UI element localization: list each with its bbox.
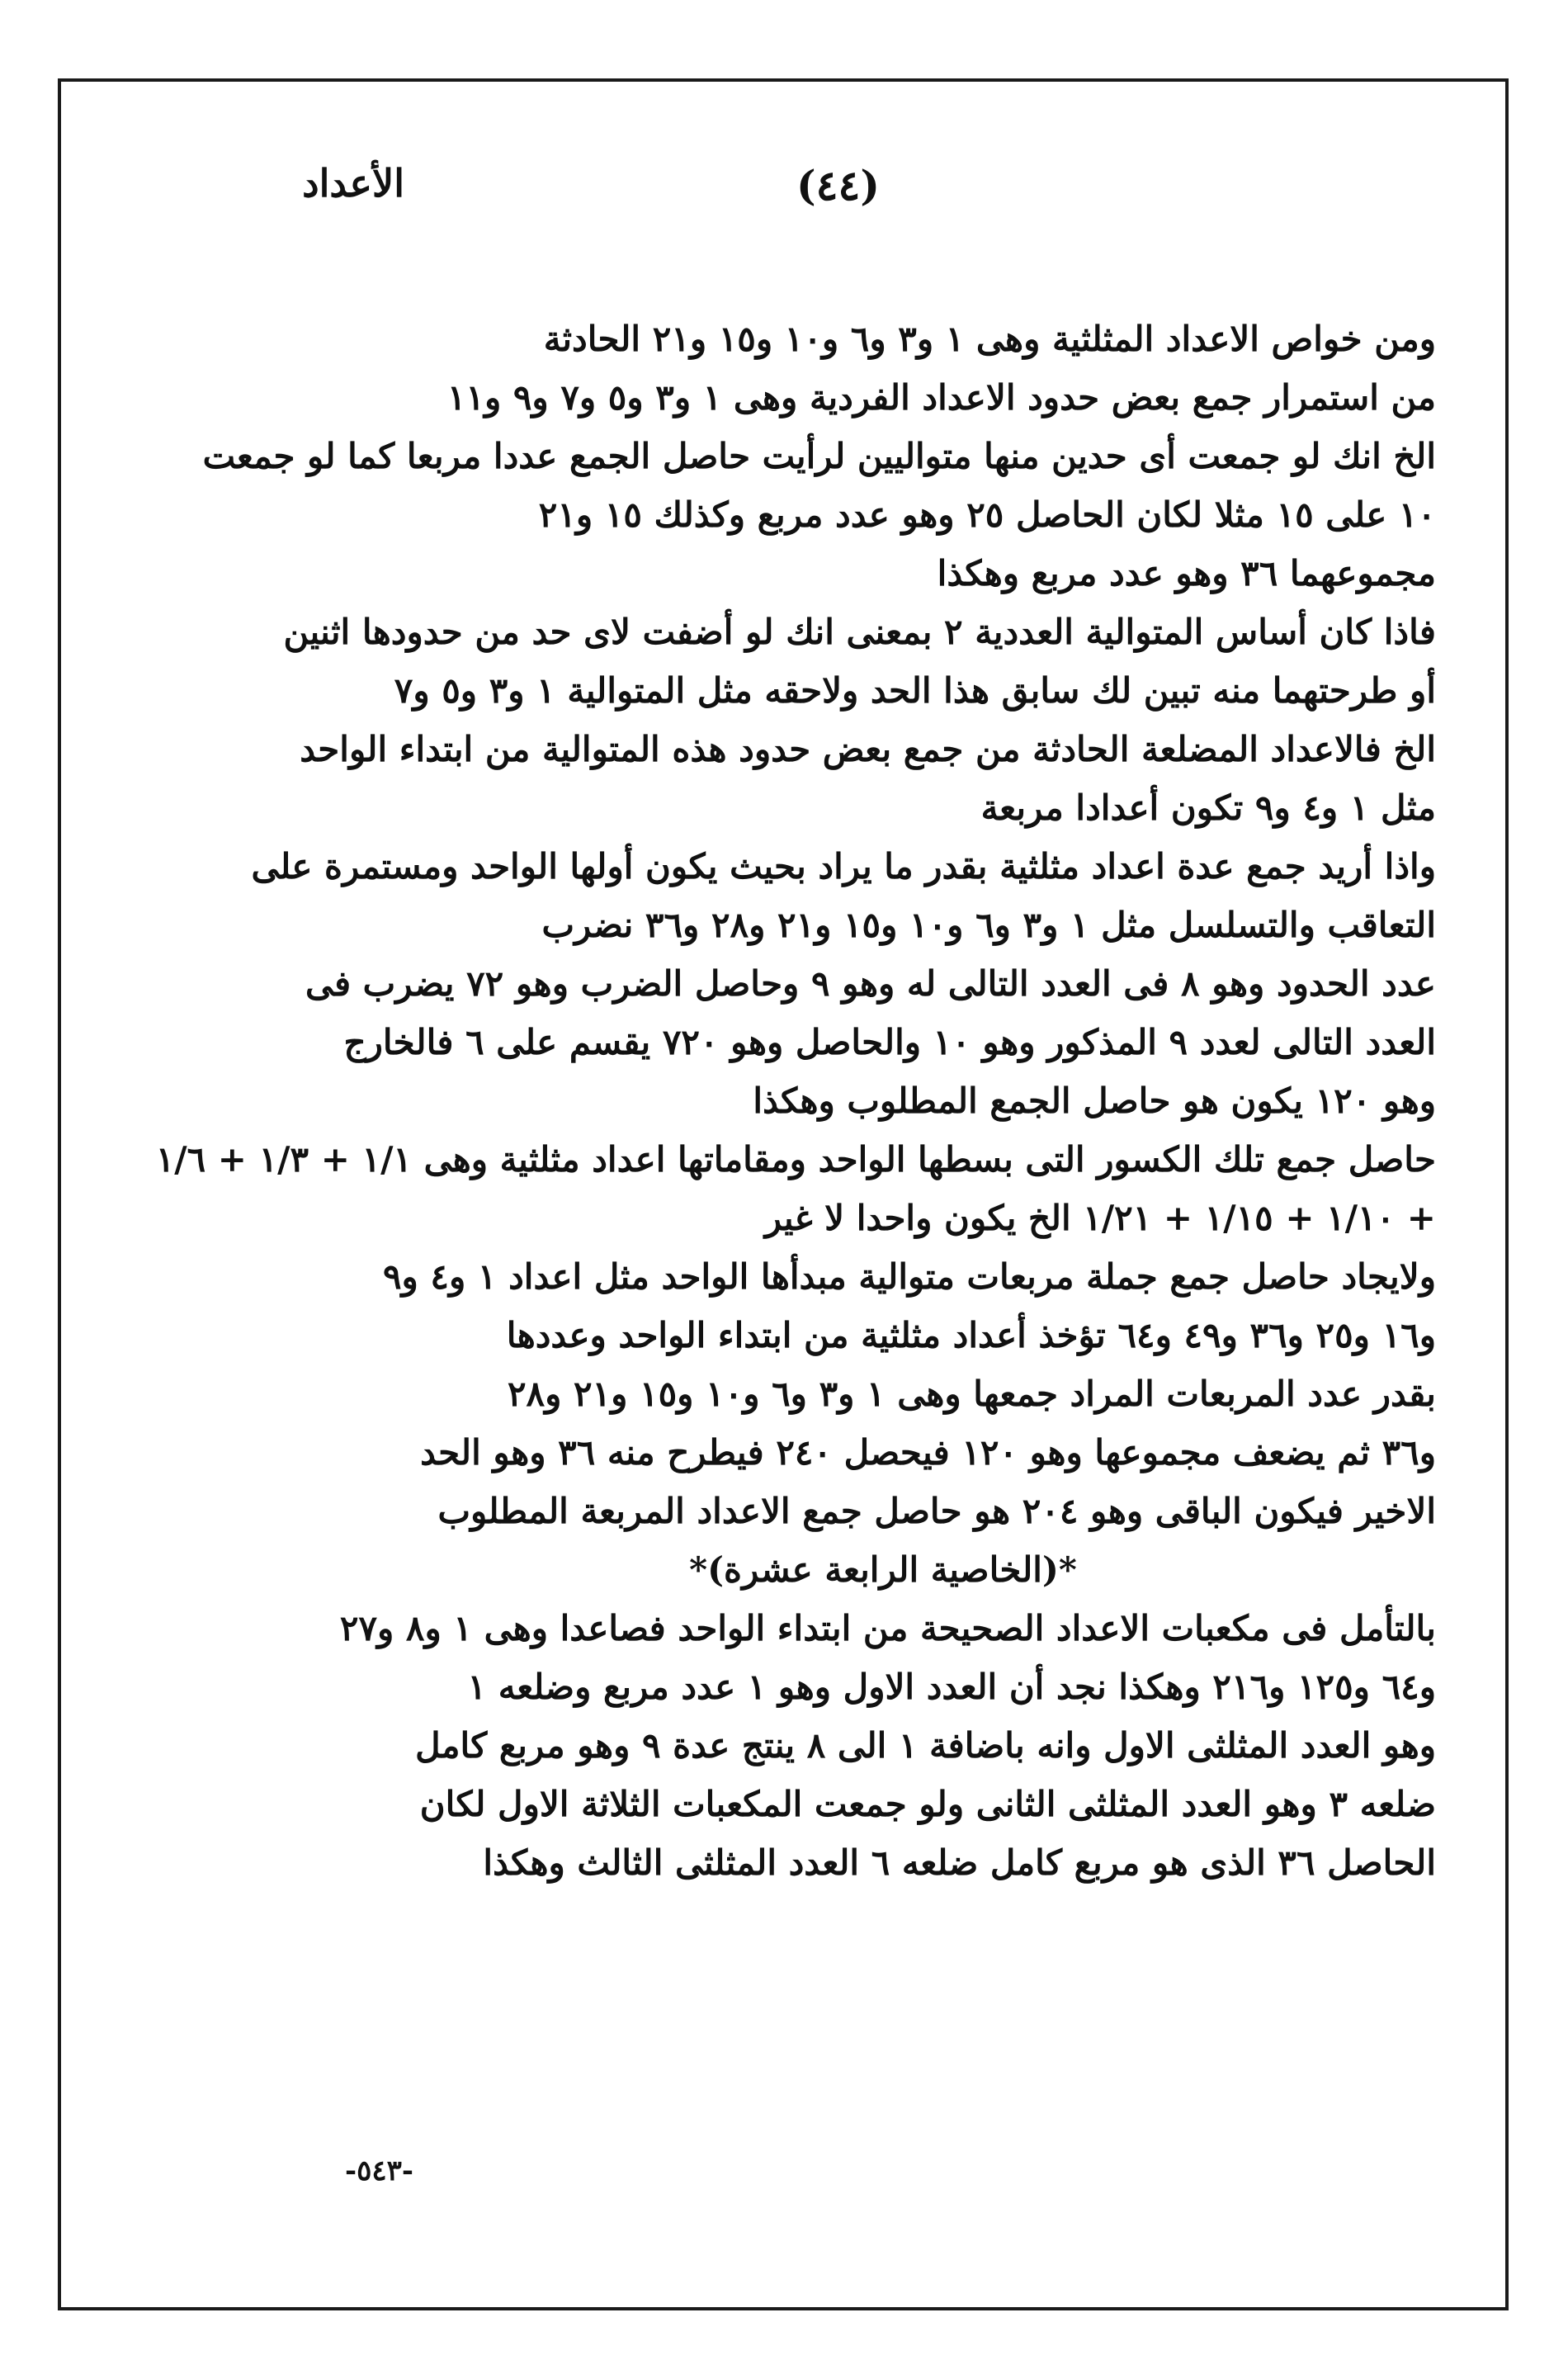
text-line: و٦٤ و١٢٥ و٢١٦ وهكذا نجد أن العدد الاول وهو ١ عدد مربع وضلعه ١	[467, 1667, 1436, 1707]
text-line: وهو العدد المثلثى الاول وانه باضافة ١ الى ٨ ينتج عدة ٩ وهو مربع كامل	[415, 1725, 1436, 1766]
text-line: فاذا كان أساس المتوالية العددية ٢ بمعنى انك لو أضفت لاى حد من حدودها اثنين	[283, 612, 1436, 652]
page-header	[0, 161, 1568, 235]
text-line: + ١/١٠ + ١/١٥ + ١/٢١ الخ يكون واحدا لا غير	[764, 1198, 1436, 1238]
body-text	[155, 310, 1436, 1892]
text-line: ولايجاد حاصل جمع جملة مربعات متوالية مبدأها الواحد مثل اعداد ١ و٤ و٩	[382, 1256, 1436, 1297]
text-line: العدد التالى لعدد ٩ المذكور وهو ١٠ والحاصل وهو ٧٢٠ يقسم على ٦ فالخارج	[343, 1022, 1436, 1062]
text-line: أو طرحتهما منه تبين لك سابق هذا الحد ولاحقه مثل المتوالية ١ و٣ و٥ و٧	[394, 670, 1436, 711]
text-line: ضلعه ٣ وهو العدد المثلثى الثانى ولو جمعت المكعبات الثلاثة الاول لكان	[419, 1784, 1436, 1824]
page-number: (٤٤)	[796, 161, 881, 210]
text-line: الخ انك لو جمعت أى حدين منها متواليين لرأيت حاصل الجمع عددا مربعا كما لو جمعت	[202, 436, 1436, 476]
text-line: بقدر عدد المربعات المراد جمعها وهى ١ و٣ و٦ و١٠ و١٥ و٢١ و٢٨	[507, 1374, 1436, 1414]
text-line: و٣٦ ثم يضعف مجموعها وهو ١٢٠ فيحصل ٢٤٠ فيطرح منه ٣٦ وهو الحد	[420, 1432, 1436, 1473]
text-line: ١٠ على ١٥ مثلا لكان الحاصل ٢٥ وهو عدد مربع وكذلك ١٥ و٢١	[538, 494, 1436, 535]
text-line: التعاقب والتسلسل مثل ١ و٣ و٦ و١٠ و١٥ و٢١ و٢٨ و٣٦ نضرب	[541, 905, 1436, 945]
running-head: الأعداد	[302, 161, 404, 206]
text-line: مجموعهما ٣٦ وهو عدد مربع وهكذا	[937, 553, 1436, 594]
section-heading: *(الخاصية الرابعة عشرة)*	[689, 1549, 1077, 1590]
text-line: وهو ١٢٠ يكون هو حاصل الجمع المطلوب وهكذا	[753, 1081, 1436, 1121]
footer-page-number: -٥٤٣-	[345, 2154, 414, 2187]
text-line: بالتأمل فى مكعبات الاعداد الصحيحة من ابتداء الواحد فصاعدا وهى ١ و٨ و٢٧	[339, 1608, 1436, 1648]
text-line: واذا أريد جمع عدة اعداد مثلثية بقدر ما يراد بحيث يكون أولها الواحد ومستمرة على	[251, 846, 1436, 887]
text-line: مثل ١ و٤ و٩ تكون أعدادا مربعة	[980, 787, 1436, 828]
text-line: و١٦ و٢٥ و٣٦ و٤٩ و٦٤ تؤخذ أعداد مثلثية من ابتداء الواحد وعددها	[506, 1315, 1436, 1355]
text-line: الحاصل ٣٦ الذى هو مربع كامل ضلعه ٦ العدد المثلثى الثالث وهكذا	[483, 1842, 1436, 1883]
text-line: من استمرار جمع بعض حدود الاعداد الفردية وهى ١ و٣ و٥ و٧ و٩ و١١	[446, 377, 1436, 418]
text-line: ومن خواص الاعداد المثلثية وهى ١ و٣ و٦ و١٠ و١٥ و٢١ الحادثة	[543, 319, 1436, 359]
text-line: عدد الحدود وهو ٨ فى العدد التالى له وهو ٩ وحاصل الضرب وهو ٧٢ يضرب فى	[305, 963, 1436, 1004]
text-line: الخ فالاعداد المضلعة الحادثة من جمع بعض حدود هذه المتوالية من ابتداء الواحد	[300, 729, 1436, 769]
text-line: الاخير فيكون الباقى وهو ٢٠٤ هو حاصل جمع الاعداد المربعة المطلوب	[437, 1491, 1436, 1531]
text-line: حاصل جمع تلك الكسور التى بسطها الواحد ومقاماتها اعداد مثلثية وهى ١/١ + ١/٣ + ١/٦	[155, 1139, 1436, 1180]
